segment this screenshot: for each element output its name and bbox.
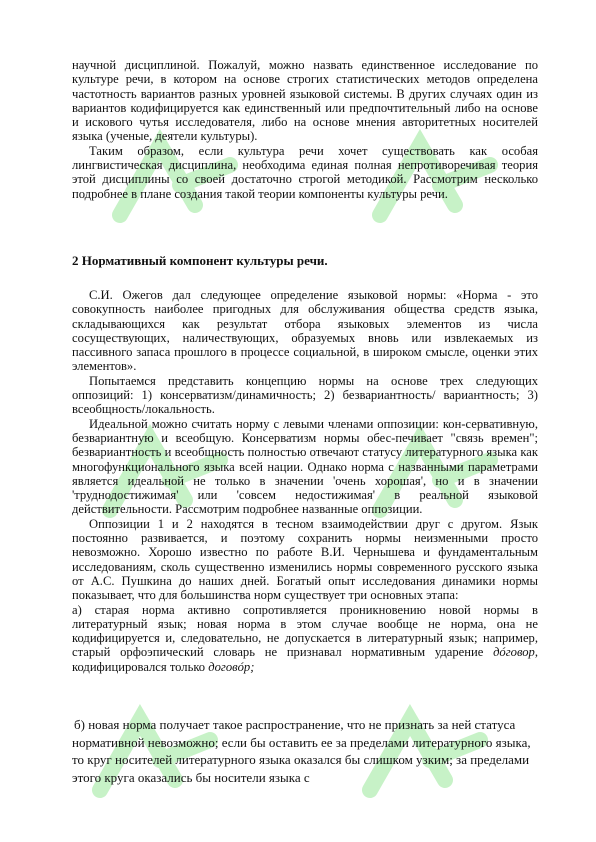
section-heading: 2 Нормативный компонент культуры речи. [72,253,328,268]
body-paragraph: С.И. Ожегов дал следующее определение языковой нормы: «Норма - это совокупность наиболее пригодных для обслуживания общества средств языка, складывающихся как результат отбора языковых элементов из числа сосуществующих, наличествующих, образуемых вновь или извлекаемых из пассивного запаса прошлого в процессе социальной, в широком смысле, оценки этих элементов». [72,288,538,374]
list-item-a [72,603,538,674]
list-item-b-block [72,716,538,786]
list-item-a-mid: , кодифицировался только [72,645,538,674]
body-paragraph: Попытаемся представить концепцию нормы на основе трех следующих оппозиций: 1) консерватизм/динамичность; 2) безвариантность/ вариантность; 3) всеобщность/локальность. [72,373,538,417]
stress-example-1: дóговор [493,645,535,660]
intro-paragraph: научной дисциплиной. Пожалуй, можно назвать единственное исследование по культуре речи, в котором на основе строгих статистических методов определена частотность вариантов разных уровней языковой системы. В других случаях один из вариантов кодифицируется как единственный или предпочтительный либо на основе и искового чутья исследователя, либо на основе мнения авторитетных носителей языка (ученые, деятели культуры). [72,58,538,144]
body-paragraph: Идеальной можно считать норму с левыми членами оппозиции: кон-сервативную, безвариантную и всеобщую. Консерватизм нормы обес-печивает "связь времен"; безвариантность и всеобщность полностью отвечают статусу литературного языка как многофункционального языка всей нации. Однако норма с названными параметрами является идеальной не только в значении 'очень хорошая', но и в значении 'труднодостижимая' или 'совсем недостижимая' в реальной языковой действительности. Рассмотрим подробнее названные оппозиции. [72,416,538,517]
intro-paragraph: Таким образом, если культура речи хочет существовать как особая лингвистическая дисциплина, необходима единая полная непротиворечивая теория этой дисциплины со своей достаточно строгой методикой. Рассмотрим несколько подробнее в плане создания такой теории компоненты культуры речи. [72,143,538,201]
list-item-b: б) новая норма получает такое распространение, что не признать за ней статуса нормативной невозможно; если бы оставить ее за пределами литературного языка, то круг носителей литературного языка оказался бы слишком узким; за пределами этого круга оказались бы носители языка с [72,717,531,785]
body-block [72,288,538,674]
list-item-a-text: а) старая норма активно сопротивляется проникновению новой нормы в литературный язык; новая норма в этом случае вообще не норма, она не кодифицируется и, следовательно, не допускается в литературный язык; например, старый орфоэпический словарь не признавал нормативным ударение [72,602,538,660]
intro-block [72,58,538,201]
body-paragraph: Оппозиции 1 и 2 находятся в тесном взаимодействии друг с другом. Язык постоянно развивается, и поэтому сохранить нормы неизменными просто невозможно. Хорошо известно по работе В.И. Чернышева и фундаментальным исследованиям, сколь существенно изменились нормы современного русского языка от А.С. Пушкина до наших дней. Богатый опыт исследования динамики нормы показывает, что для большинства норм существует три основных этапа: [72,516,538,603]
stress-example-2: договóр; [208,659,255,674]
